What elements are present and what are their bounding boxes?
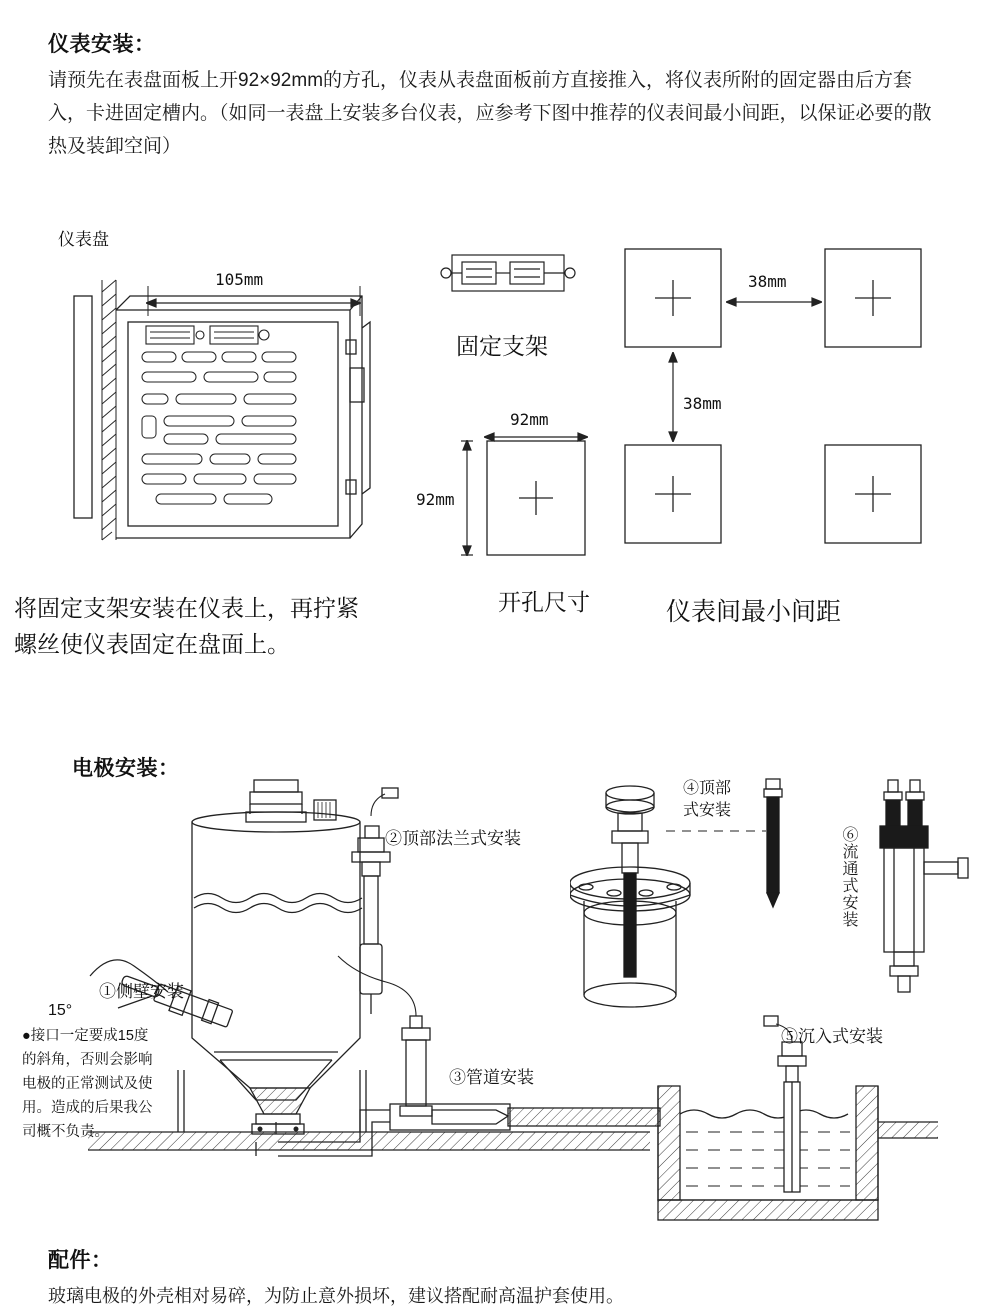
label-item-1: ①侧壁安装 [99, 982, 184, 1001]
note-line-1: ●接口一定要成15度 [22, 1028, 149, 1044]
label-item-3: ③管道安装 [449, 1068, 534, 1087]
electrode-angle-note [22, 1024, 212, 1144]
note-line-2: 的斜角，否则会影响 [22, 1052, 153, 1068]
spacing-vertical-label: 38mm [683, 394, 722, 413]
note-line-4: 用。造成的后果我公 [22, 1100, 153, 1116]
dimension-depth-label: 105mm [215, 270, 264, 289]
dimension-depth-extensions [146, 286, 366, 316]
cutout-width-arrow [484, 431, 588, 443]
label-item-4 [683, 778, 731, 822]
label-item-4-line2: 式安装 [683, 802, 732, 819]
label-item-4-line1: ④顶部 [683, 780, 732, 797]
label-panel: 仪表盘 [58, 230, 109, 249]
section-meter-installation-paragraph: 请预先在表盘面板上开92×92mm的方孔，仪表从表盘面板前方直接推入，将仪表所附的固定器由后方套入，卡进固定槽内。（如同一表盘上安装多台仪表，应参考下图中推荐的仪表间最小间距，以保证必要的散热及装卸空间） [48, 70, 932, 157]
bracket-drawing [436, 245, 586, 303]
section-electrode-installation-heading: 电极安装： [72, 757, 180, 780]
spacing-caption: 仪表间最小间距 [666, 598, 842, 626]
section-accessories-heading: 配件： [48, 1249, 113, 1272]
spacing-square-top-right [824, 248, 922, 348]
spacing-horizontal-arrow [726, 296, 822, 308]
label-angle-15deg: 15° [48, 1002, 73, 1019]
spacing-square-top-left [624, 248, 722, 348]
spacing-vertical-arrow [667, 352, 679, 442]
note-line-5: 司概不负责。 [22, 1124, 109, 1140]
cutout-height-label: 92mm [416, 490, 455, 509]
section-meter-installation-heading: 仪表安装： [48, 33, 156, 56]
cutout-height-arrow [460, 440, 474, 556]
cutout-width-label: 92mm [510, 410, 549, 429]
spacing-square-bottom-right [824, 444, 922, 544]
spacing-square-bottom-left [624, 444, 722, 544]
flow-cell-drawing [872, 778, 982, 998]
install-note-line1: 将固定支架安装在仪表上，再拧紧 [14, 595, 359, 621]
label-bracket: 固定支架 [456, 333, 548, 359]
label-item-2: ②顶部法兰式安装 [385, 829, 521, 848]
label-item-6: ⑥流通式安装 [840, 826, 857, 928]
section-accessories-paragraph: 玻璃电极的外壳相对易碎，为防止意外损坏，建议搭配耐高温护套使用。 [48, 1286, 624, 1306]
note-line-3: 电极的正常测试及使 [22, 1076, 153, 1092]
cutout-square [486, 440, 590, 560]
label-item-5: ⑤沉入式安装 [781, 1027, 883, 1046]
install-note-line2: 螺丝使仪表固定在盘面上。 [14, 631, 290, 657]
spacing-horizontal-label: 38mm [748, 272, 787, 291]
cutout-caption: 开孔尺寸 [498, 589, 590, 615]
